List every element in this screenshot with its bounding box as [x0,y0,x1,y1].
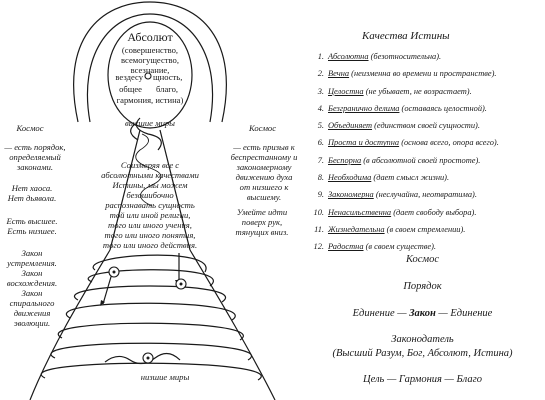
unity-line [300,308,545,319]
absolute-obshee: общее [119,84,142,94]
quality-detail: (дает свободу выбора). [391,207,477,217]
quality-number: 11. [314,224,324,234]
quality-key: Объединяет [328,121,373,131]
cosmos-heading: Космос [405,254,440,265]
lawgiver-heading: Законодатель [391,334,454,345]
quality-number: 9. [317,190,324,200]
absolute-desc-2: всемогущество, [121,55,179,65]
quality-key: Целостна [328,86,364,96]
qualities-title: Качества Истины [362,30,450,42]
cone-layer [88,270,213,286]
quality-detail: (неслучайна, неотвратима). [373,190,477,200]
quality-number: 8. [317,173,324,183]
quality-item [312,138,499,155]
left-kosmos: Космос [16,123,44,133]
absolute-desc-1: (совершенство, [121,45,179,55]
left-definition: — есть порядок, определяемый законами. [4,142,66,172]
left-no-chaos: Нет хаоса. Нет дьявола. [7,183,57,203]
cone-layer [74,286,225,302]
quality-key: Ненасильственна [328,207,392,217]
left-laws: Закон устремления. Закон восхождения. Закон спирального движения эволюции. [6,248,58,328]
qualities-panel [300,0,545,400]
quality-number: 4. [317,103,324,113]
quality-number: 6. [317,138,324,148]
quality-item [312,156,499,173]
higher-worlds-label: высшие миры [124,118,175,128]
quality-item [312,225,499,242]
law-label: Закон [409,308,436,319]
absolute-blago: благо, [156,84,179,94]
absolute-desc-3: всезнание, [130,65,170,75]
absolute-title: Абсолют [127,30,173,44]
quality-item [312,121,499,138]
quality-number: 1. [317,52,324,61]
quality-detail: (неизменна во времени и пространстве). [349,69,497,79]
quality-key: Жизнедательна [328,224,385,234]
quality-key: Необходима [328,173,372,183]
absolute-schnost: щность, [153,72,183,82]
quality-detail: (единством своей сущности). [372,121,480,131]
quality-number: 2. [317,69,324,79]
absolute-garmonia: гармония, истина) [116,95,184,105]
quality-item [312,52,499,69]
quality-detail: (не убывает, не возрастает). [363,86,472,96]
quality-number: 3. [317,86,324,96]
quality-number: 7. [317,155,324,165]
quality-item [312,173,499,190]
quality-detail: (безотносительна). [368,52,442,61]
quality-item [312,69,499,86]
quality-key: Закономерна [328,190,374,200]
unity-right: — Единение [438,308,493,319]
right-hands: Умейте идти поверх рук, тянущих вниз. [235,207,289,237]
quality-detail: (оставаясь целостной). [399,103,487,113]
cone-layer [66,303,235,320]
middle-text: Соизмеряя все с абсолютными качествами Истины, мы можем безошибочно распознавать сущность той или иной религии, того или иного учения, того или иного понятия, того или иного действия. [101,160,199,250]
quality-detail: (в абсолютной своей простоте). [361,155,481,165]
quality-key: Безгранично делима [328,103,400,113]
order-heading: Порядок [403,281,442,292]
quality-number: 10. [313,207,324,217]
right-call: — есть призыв к беспрестанному и закономерному движению духа от низшего к высшему. [230,142,298,202]
left-higher-lower: Есть высшее. Есть низшее. [6,216,58,236]
quality-item [312,208,499,225]
goal-line: Цель — Гармония — Благо [363,374,482,385]
quality-item [312,87,499,104]
quality-number: 5. [317,121,324,131]
quality-number: 12. [313,242,324,252]
cone-layer [58,323,243,340]
quality-key: Проста и доступна [328,138,400,148]
quality-detail: (дает смысл жизни). [371,173,450,183]
right-kosmos: Космос [248,123,277,133]
quality-detail: (в своем существе). [363,242,437,252]
quality-detail: (основа всего, опора всего). [399,138,499,148]
qualities-list [312,52,499,260]
unity-left: Единение — [352,308,407,319]
quality-item [312,190,499,207]
quality-key: Беспорна [328,155,362,165]
quality-key: Абсолютна [328,52,369,61]
lower-worlds-label: низшие миры [140,372,190,382]
quality-item [312,104,499,121]
quality-detail: (в своем стремлении). [384,224,466,234]
lawgiver-desc: (Высший Разум, Бог, Абсолют, Истина) [332,348,513,359]
quality-key: Радостна [328,242,364,252]
quality-key: Вечна [328,69,350,79]
absolute-vezdesu: вездесу [115,72,143,82]
